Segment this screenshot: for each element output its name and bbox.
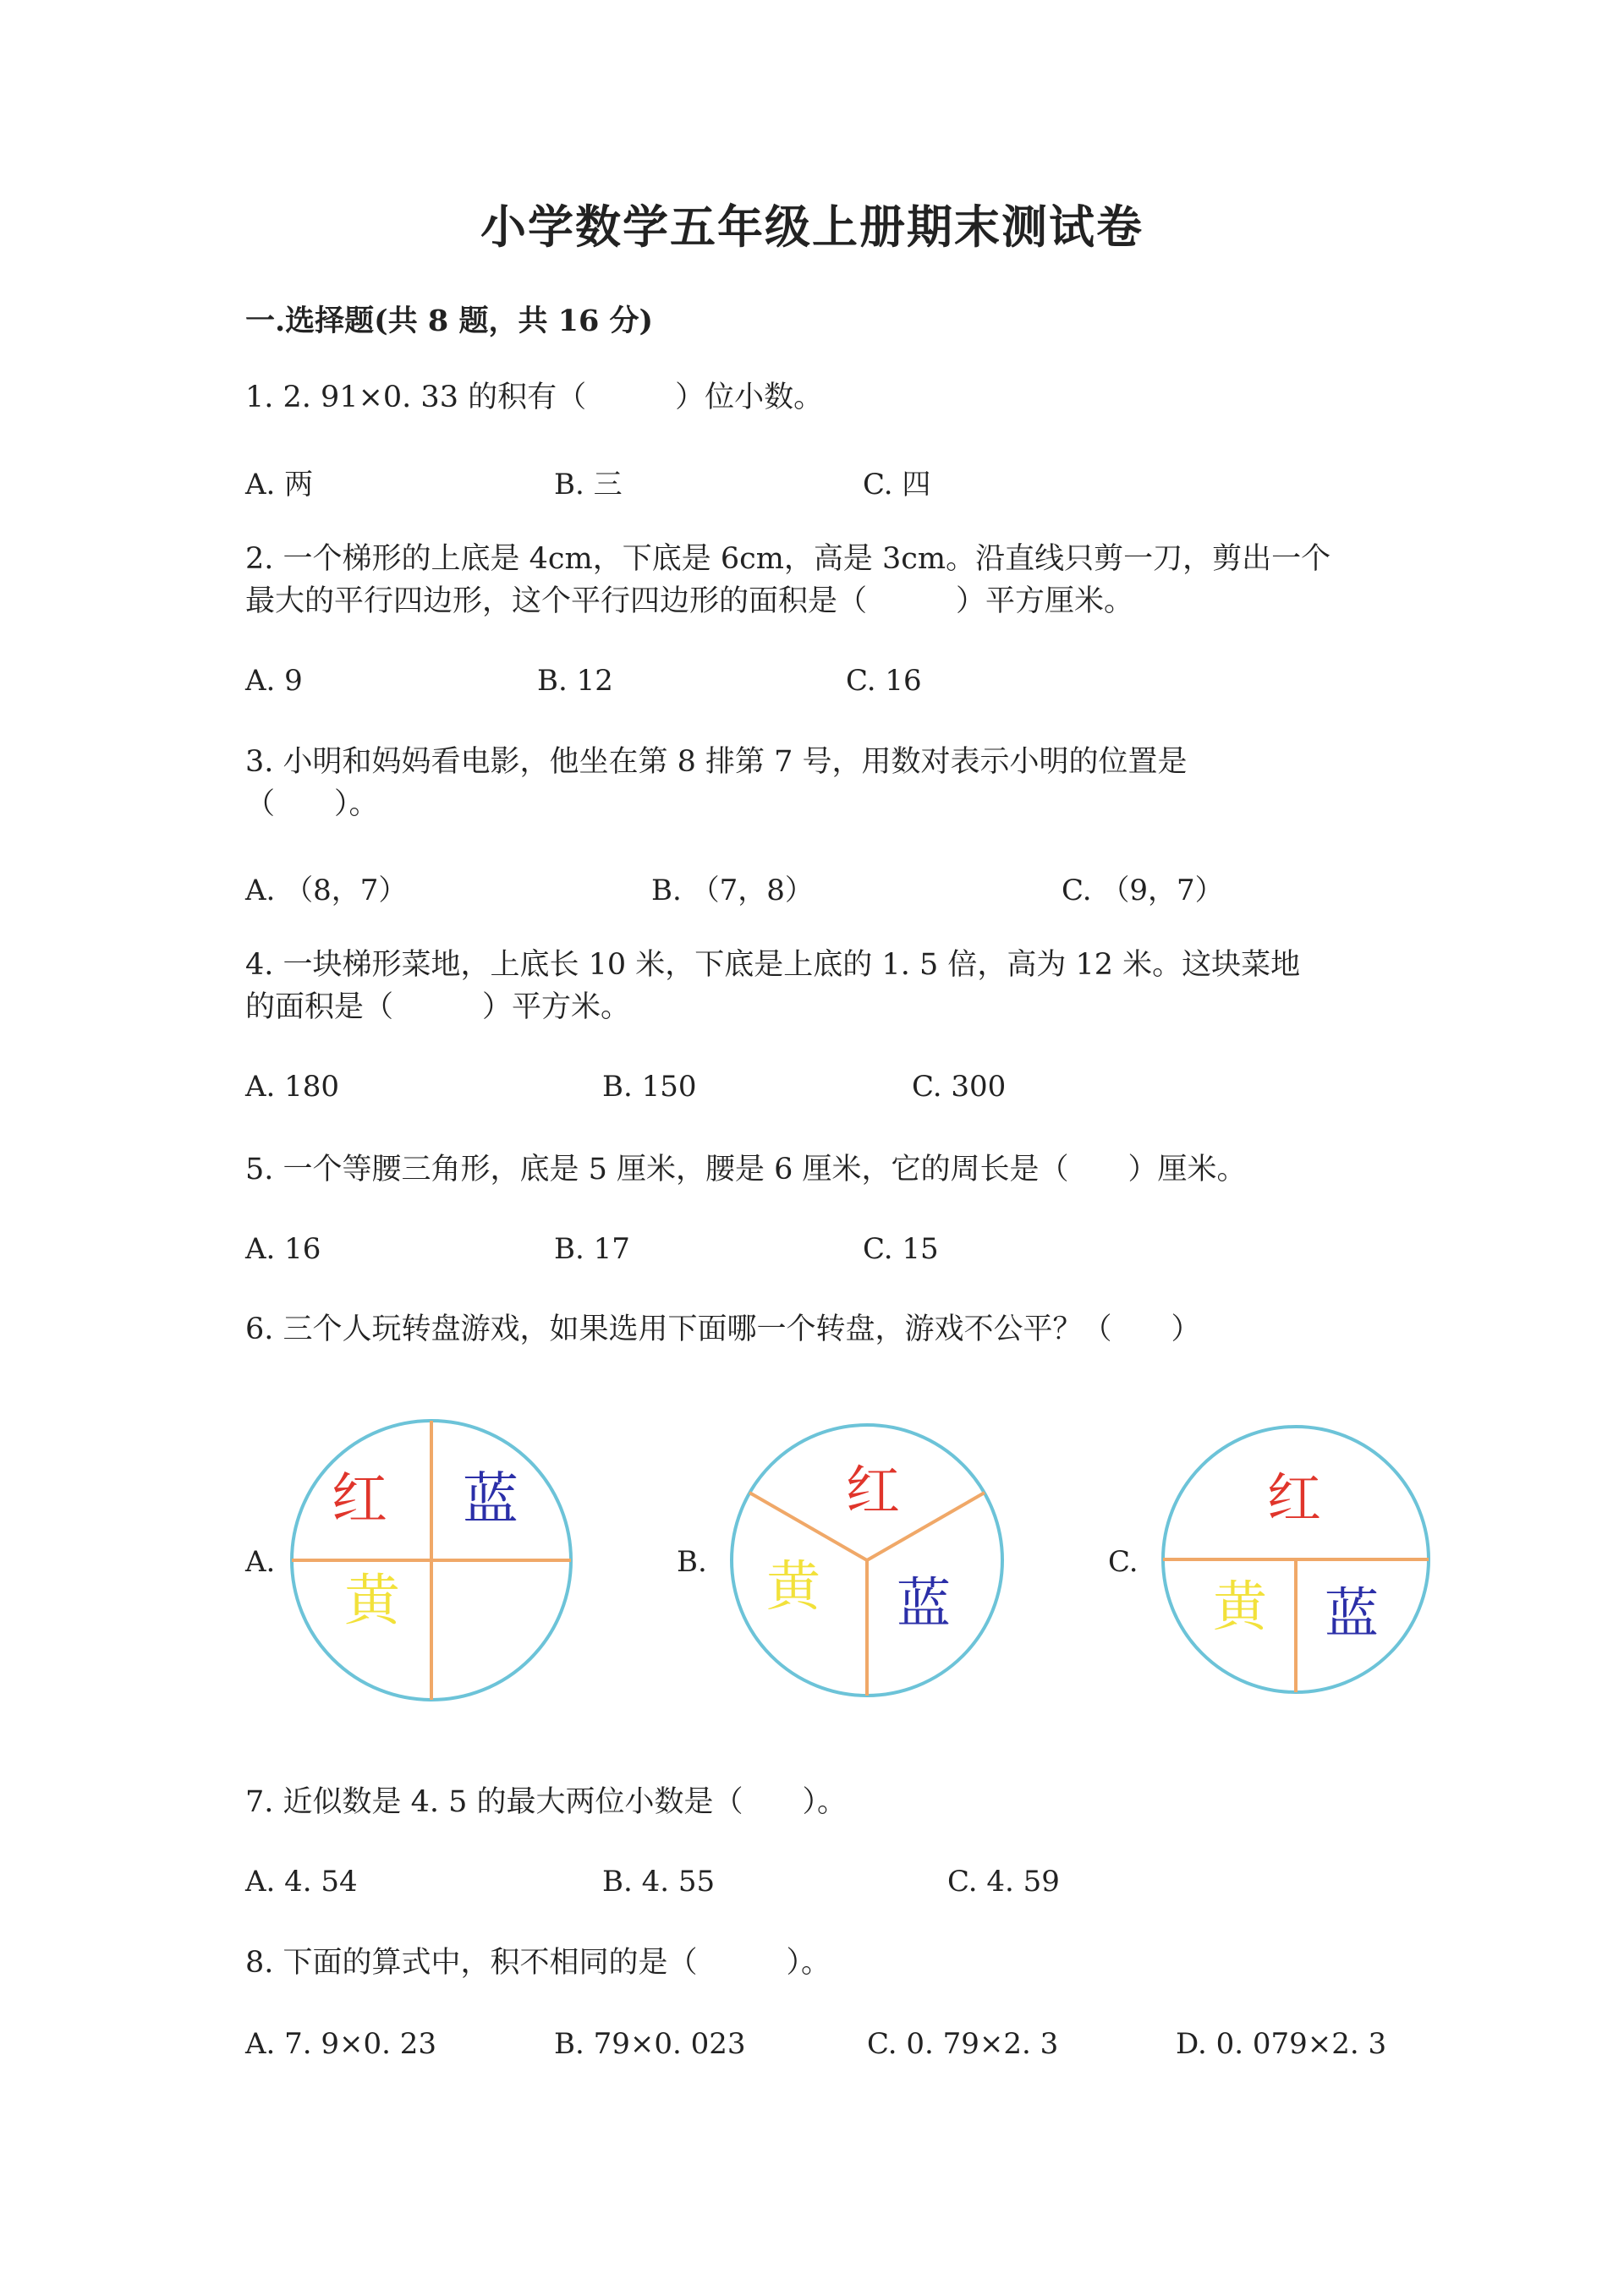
question-text-line-1: 4. 一块梯形菜地，上底长 10 米，下底是上底的 1. 5 倍，高为 12 米。这块菜地 — [245, 948, 1301, 982]
question-text: 5. 一个等腰三角形，底是 5 厘米，腰是 6 厘米，它的周长是（ ）厘米。 — [245, 1153, 1247, 1186]
option-d: D. 0. 079×2. 3 — [1176, 2027, 1387, 2061]
spinner-a — [288, 1417, 575, 1704]
option-b: B. 79×0. 023 — [554, 2027, 746, 2061]
section-heading: 一.选择题(共 8 题，共 16 分) — [245, 304, 654, 338]
page-title: 小学数学五年级上册期末测试卷 — [480, 200, 1144, 254]
question-2 — [245, 538, 1330, 622]
option-c: C. 300 — [912, 1070, 1007, 1104]
question-7 — [245, 1781, 847, 1823]
spinner-a-label: A. — [245, 1545, 276, 1579]
question-text: 6. 三个人玩转盘游戏，如果选用下面哪一个转盘，游戏不公平？（ ） — [245, 1312, 1201, 1346]
option-b: B. （7，8） — [651, 874, 814, 907]
sector-red-label: 红 — [846, 1460, 900, 1523]
question-5 — [245, 1148, 1247, 1191]
option-a: A. 16 — [245, 1232, 321, 1266]
question-8 — [245, 1942, 831, 1984]
sector-red-label: 红 — [1267, 1468, 1321, 1531]
sector-yellow-label: 黄 — [1213, 1576, 1267, 1639]
option-a: A. 180 — [245, 1070, 340, 1104]
option-a: A. （8，7） — [245, 874, 408, 907]
option-b: B. 17 — [554, 1232, 630, 1266]
option-c: C. 0. 79×2. 3 — [867, 2027, 1059, 2061]
question-text: 7. 近似数是 4. 5 的最大两位小数是（ ）。 — [245, 1785, 848, 1819]
option-b: B. 150 — [602, 1070, 697, 1104]
option-a: A. 7. 9×0. 23 — [245, 2027, 437, 2061]
spinner-b — [727, 1421, 1007, 1700]
question-text-line-2: （ ）。 — [245, 787, 379, 821]
sector-yellow-label: 黄 — [766, 1556, 820, 1619]
option-c: C. 15 — [863, 1232, 939, 1266]
spinner-c-label: C. — [1108, 1545, 1138, 1579]
question-text: 8. 下面的算式中，积不相同的是（ ）。 — [245, 1946, 831, 1980]
option-a: A. 4. 54 — [245, 1865, 358, 1899]
sector-blue-label: 蓝 — [463, 1466, 518, 1532]
option-c: C. （9，7） — [1062, 874, 1224, 907]
question-3 — [245, 741, 1188, 825]
option-a: A. 两 — [245, 468, 314, 501]
option-b: B. 12 — [537, 664, 613, 698]
sector-red-label: 红 — [332, 1466, 387, 1532]
question-text-line-1: 2. 一个梯形的上底是 4cm，下底是 6cm，高是 3cm。沿直线只剪一刀，剪出一个 — [245, 542, 1331, 576]
question-text-line-1: 3. 小明和妈妈看电影，他坐在第 8 排第 7 号，用数对表示小明的位置是 — [245, 745, 1188, 779]
question-text-line-2: 最大的平行四边形，这个平行四边形的面积是（ ）平方厘米。 — [245, 584, 1134, 618]
question-text-line-2: 的面积是（ ）平方米。 — [245, 990, 631, 1024]
sector-yellow-label: 黄 — [344, 1568, 400, 1633]
question-text: 1. 2. 91×0. 33 的积有（ ）位小数。 — [245, 381, 824, 414]
question-1 — [245, 376, 823, 419]
option-a: A. 9 — [245, 664, 303, 698]
question-6 — [245, 1308, 1201, 1351]
option-b: B. 三 — [554, 468, 623, 501]
spinner-b-label: B. — [677, 1545, 707, 1579]
option-c: C. 四 — [863, 468, 931, 501]
question-4 — [245, 944, 1300, 1028]
spinner-c — [1159, 1422, 1433, 1696]
sector-blue-label: 蓝 — [1325, 1583, 1379, 1646]
sector-blue-label: 蓝 — [897, 1573, 951, 1636]
option-c: C. 4. 59 — [947, 1865, 1060, 1899]
option-c: C. 16 — [846, 664, 922, 698]
option-b: B. 4. 55 — [602, 1865, 716, 1899]
